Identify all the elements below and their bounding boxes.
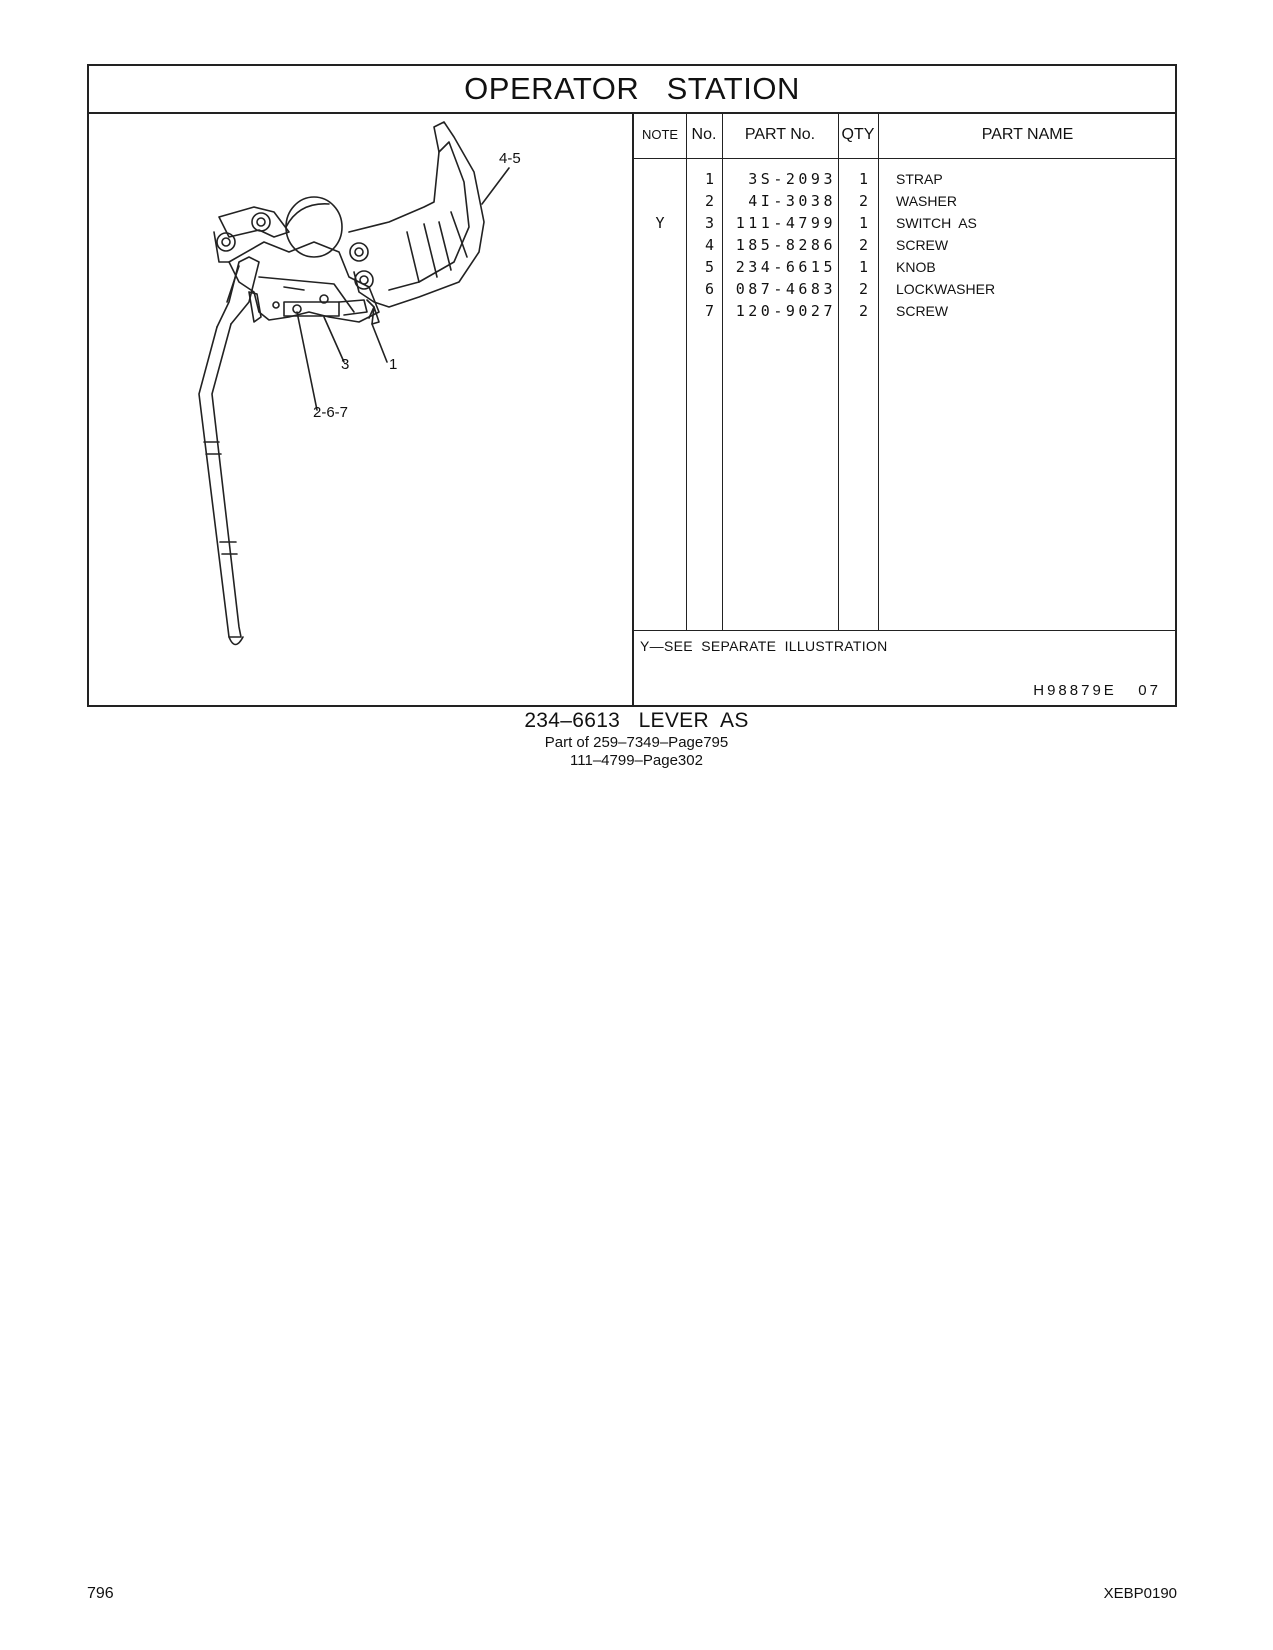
table-row (634, 278, 1177, 300)
lever-rod (199, 324, 241, 637)
table-row (634, 168, 1177, 190)
header-part-name: PART NAME (981, 126, 1074, 143)
row-no: 4 (704, 236, 714, 254)
row-qty: 2 (858, 280, 868, 298)
row-no: 5 (704, 258, 714, 276)
lever-illustration (89, 112, 634, 707)
row-no: 2 (704, 192, 714, 210)
illustration-code: H98879E 07 (1033, 682, 1161, 699)
row-qty: 1 (858, 214, 868, 232)
row-part-name: STRAP (896, 171, 943, 187)
row-no: 3 (704, 214, 714, 232)
row-part-no: 234-6615 (735, 258, 836, 276)
footnote: Y—SEE SEPARATE ILLUSTRATION (640, 638, 888, 654)
row-no: 1 (704, 170, 714, 188)
table-row (634, 300, 1177, 322)
row-part-name: SCREW (896, 303, 949, 319)
handle-grip (349, 122, 484, 307)
header-qty: QTY (841, 126, 875, 143)
parts-frame (87, 64, 1177, 707)
header-no: No. (691, 126, 717, 143)
table-footer-rule (634, 630, 1177, 631)
assembly-caption: 234–6613 LEVER AS (524, 709, 749, 732)
callout-4-5: 4-5 (499, 150, 521, 167)
header-part-no: PART No. (744, 126, 816, 143)
row-part-name: KNOB (896, 259, 936, 275)
table-row (634, 212, 1177, 234)
row-part-no: 3S-2093 (748, 170, 836, 188)
row-part-name: LOCKWASHER (896, 281, 996, 297)
callout-2-6-7: 2-6-7 (313, 404, 349, 421)
parts-table (634, 112, 1177, 707)
caption-reference-2: 111–4799–Page302 (570, 752, 703, 769)
callout-3: 3 (341, 356, 350, 373)
row-part-no: 120-9027 (735, 302, 836, 320)
row-part-no: 185-8286 (735, 236, 836, 254)
row-part-name: SWITCH AS (896, 215, 977, 231)
callout-1: 1 (389, 356, 398, 373)
caption-reference-1: Part of 259–7349–Page795 (544, 734, 729, 751)
header-note: NOTE (641, 127, 679, 142)
document-id: XEBP0190 (1103, 1585, 1177, 1602)
table-row (634, 234, 1177, 256)
row-qty: 2 (858, 302, 868, 320)
pivot-bolt-1 (252, 213, 270, 231)
table-row (634, 190, 1177, 212)
page-number: 796 (87, 1585, 114, 1602)
lever-drawing (89, 112, 632, 707)
row-part-no: 4I-3038 (748, 192, 836, 210)
row-qty: 1 (858, 258, 868, 276)
row-part-no: 111-4799 (735, 214, 836, 232)
row-part-name: SCREW (896, 237, 949, 253)
row-part-no: 087-4683 (735, 280, 836, 298)
row-note: Y (655, 214, 665, 232)
row-part-name: WASHER (896, 193, 957, 209)
pivot-disc (286, 197, 342, 257)
row-qty: 1 (858, 170, 868, 188)
table-row (634, 256, 1177, 278)
row-no: 7 (704, 302, 714, 320)
table-header (634, 112, 1177, 159)
row-qty: 2 (858, 192, 868, 210)
section-title: OPERATOR STATION (89, 66, 1175, 114)
row-no: 6 (704, 280, 714, 298)
row-qty: 2 (858, 236, 868, 254)
